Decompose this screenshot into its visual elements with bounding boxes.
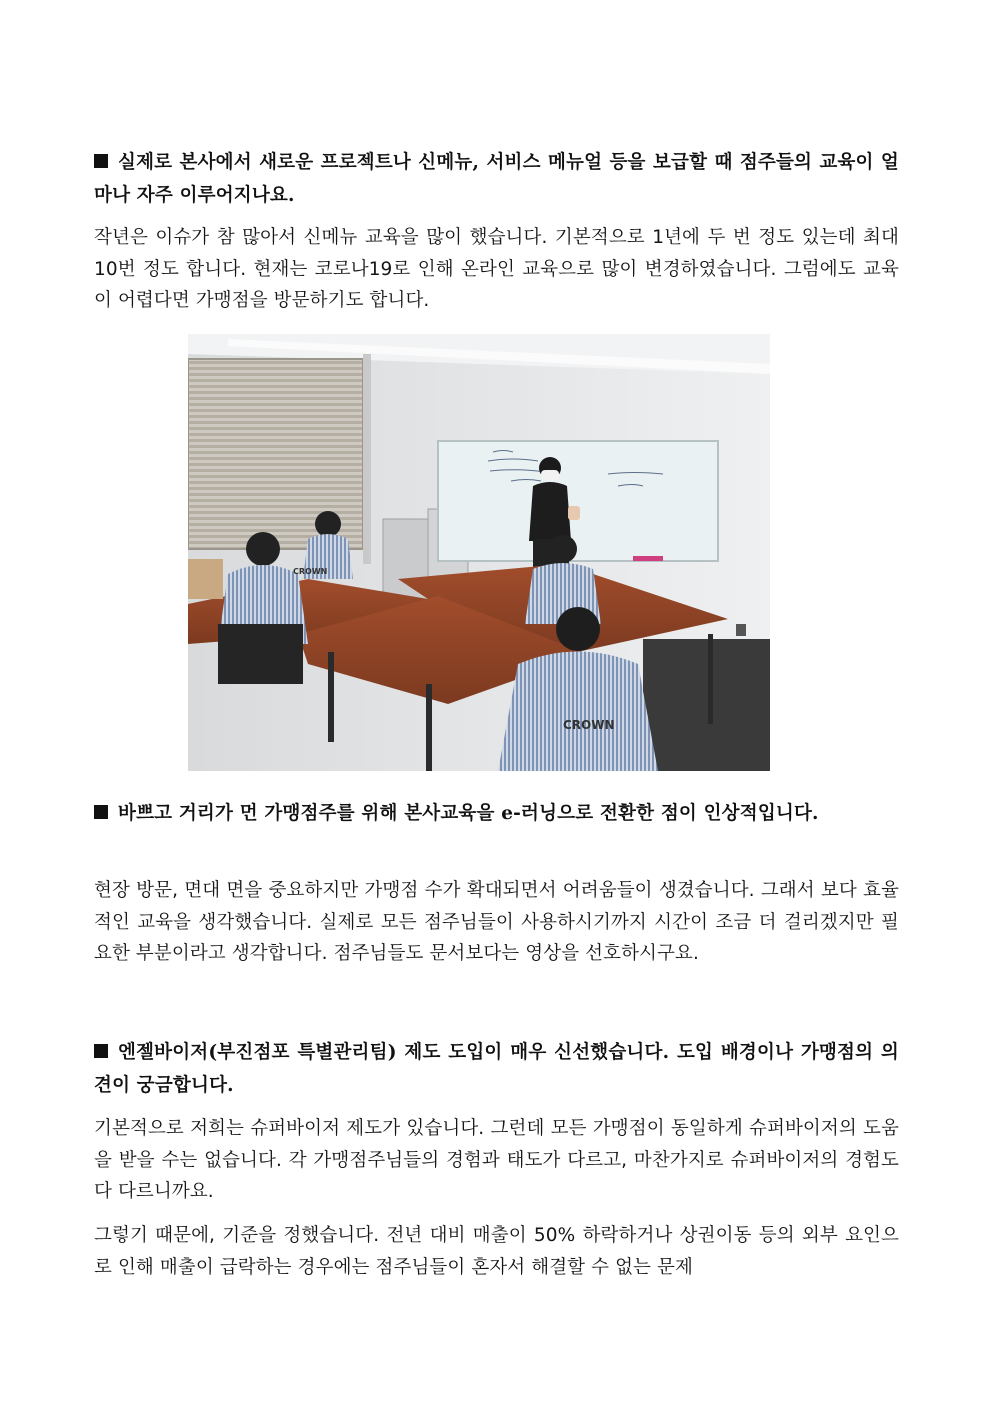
answer-3-paragraph-1: 기본적으로 저희는 슈퍼바이저 제도가 있습니다. 그런데 모든 가맹점이 동일하게 슈퍼바이저의 도움을 받을 수는 없습니다. 각 가맹점주님들의 경험과 태도가 다르고, 마찬가지로 슈퍼바이저의 경험도 다 다르니까요. <box>94 1118 899 1202</box>
question-1-text: 실제로 본사에서 새로운 프로젝트나 신메뉴, 서비스 메뉴얼 등을 보급할 때 점주들의 교육이 얼마나 자주 이루어지나요. <box>94 152 899 206</box>
answer-1-paragraph: 작년은 이슈가 참 많아서 신메뉴 교육을 많이 했습니다. 기본적으로 1년에 두 번 정도 있는데 최대 10번 정도 합니다. 현재는 코로나19로 인해 온라인 교육으로 많이 변경하였습니다. 그럼에도 교육이 어렵다면 가맹점을 방문하기도 합니다. <box>94 227 899 311</box>
question-2-text: 바쁘고 거리가 먼 가맹점주를 위해 본사교육을 e-러닝으로 전환한 점이 인상적입니다. <box>118 803 819 824</box>
answer-2-paragraph: 현장 방문, 면대 면을 중요하지만 가맹점 수가 확대되면서 어려움들이 생겼습니다. 그래서 보다 효율적인 교육을 생각했습니다. 실제로 모든 점주님들이 사용하시기까지 시간이 조금 더 걸리겠지만 필요한 부분이라고 생각합니다. 점주님들도 문서보다는 영상을 선호하시구요. <box>94 880 899 964</box>
question-3 <box>94 1036 899 1102</box>
svg-text:CROWN: CROWN <box>293 567 328 576</box>
bullet-square-icon <box>94 805 108 819</box>
answer-3-paragraph-2: 그렇기 때문에, 기준을 정했습니다. 전년 대비 매출이 50% 하락하거나 상권이동 등의 외부 요인으로 인해 매출이 급락하는 경우에는 점주님들이 혼자서 해결할 수 없는 문제 <box>94 1225 899 1278</box>
question-3-text: 엔젤바이저(부진점포 특별관리팀) 제도 도입이 매우 신선했습니다. 도입 배경이나 가맹점의 의견이 궁금합니다. <box>94 1042 899 1096</box>
bullet-square-icon <box>94 1044 108 1058</box>
classroom-photo <box>188 334 770 771</box>
question-2 <box>94 797 899 830</box>
svg-text:CROWN: CROWN <box>563 718 615 732</box>
bullet-square-icon <box>94 154 108 168</box>
question-1 <box>94 146 899 212</box>
